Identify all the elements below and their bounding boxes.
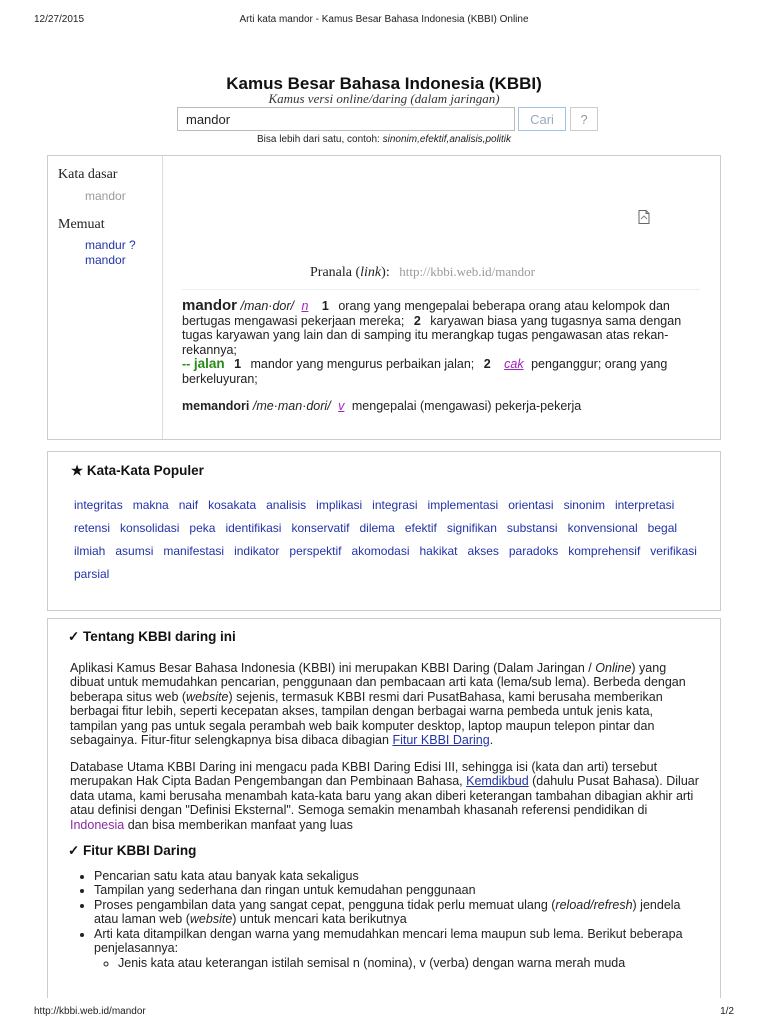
derivative-text: mengepalai (mengawasi) pekerja-pekerja — [351, 399, 582, 413]
search-hint-examples: sinonim,efektif,analisis,politik — [382, 134, 512, 145]
pranala-url[interactable]: http://kbbi.web.id/mandor — [399, 264, 535, 279]
print-url: http://kbbi.web.id/mandor — [34, 1006, 146, 1017]
sense-text: mandor yang mengurus perbaikan jalan; — [250, 357, 475, 371]
about-paragraph-1 — [70, 661, 700, 748]
popular-tag-orientasi[interactable]: orientasi — [508, 498, 554, 512]
memuat-link-mandor[interactable]: mandor — [85, 253, 126, 267]
features-sublist — [94, 956, 700, 971]
about-text: website — [186, 689, 229, 704]
sense-text: penganggur; orang yang berkeluyuran; — [182, 357, 668, 386]
popular-tag-interpretasi[interactable]: interpretasi — [614, 498, 675, 512]
popular-tag-parsial[interactable]: parsial — [74, 567, 110, 581]
fitur-link[interactable]: Fitur KBBI Daring — [392, 733, 490, 747]
popular-tag-efektif[interactable]: efektif — [404, 521, 437, 535]
feature-item — [94, 898, 700, 927]
pranala-label: Pranala — [310, 265, 352, 280]
feature-item: • Pencarian satu kata atau banyak kata sekaligus — [94, 869, 700, 884]
popular-tag-identifikasi[interactable]: identifikasi — [225, 521, 282, 535]
popular-tag-signifikan[interactable]: signifikan — [446, 521, 497, 535]
kata-dasar-value: mandor — [85, 189, 126, 203]
popular-tag-perspektif[interactable]: perspektif — [289, 544, 342, 558]
search-bar — [177, 107, 598, 131]
popular-tag-begal[interactable]: begal — [647, 521, 678, 535]
feature-item — [94, 927, 700, 971]
popular-tag-dilema[interactable]: dilema — [359, 521, 395, 535]
popular-tag-akomodasi[interactable]: akomodasi — [351, 544, 410, 558]
popular-tags — [74, 494, 714, 586]
print-page-title: Arti kata mandor - Kamus Besar Bahasa Indonesia (KBBI) Online — [239, 14, 529, 25]
search-hint-prefix: Bisa lebih dari satu, contoh: — [256, 134, 383, 145]
sense-text: karyawan biasa yang tugasnya sama dengan tugas karyawan yang lain dan di samping itu merangkap tugas pengawasan atas rekan-rekannya; — [182, 313, 682, 357]
definition-sublema — [182, 357, 704, 386]
popular-tag-kosakata[interactable]: kosakata — [208, 498, 257, 512]
memuat-link-mandur[interactable]: mandur ? — [85, 238, 136, 252]
word-class-v[interactable]: v — [338, 399, 345, 413]
pranala-link-word: link — [360, 265, 382, 280]
sublema: jalan — [193, 356, 225, 371]
popular-tag-implikasi[interactable]: implikasi — [316, 498, 363, 512]
feature-text: Arti kata ditampilkan dengan warna yang memudahkan mencari lema maupun sub lema. Berikut beberapa penjelasannya: — [94, 926, 683, 955]
popular-tag-konservatif[interactable]: konservatif — [291, 521, 350, 535]
definition-derivative — [182, 399, 704, 414]
popular-tag-sinonim[interactable]: sinonim — [563, 498, 605, 512]
derivative-pronunciation: /me·man·dori/ — [252, 399, 331, 413]
popular-tag-komprehensif[interactable]: komprehensif — [568, 544, 641, 558]
derivative-lema: memandori — [182, 399, 250, 413]
about-text: . — [489, 733, 494, 747]
popular-tag-integrasi[interactable]: integrasi — [372, 498, 418, 512]
popular-tag-akses[interactable]: akses — [467, 544, 499, 558]
popular-tag-manifestasi[interactable]: manifestasi — [163, 544, 225, 558]
popular-tag-analisis[interactable]: analisis — [266, 498, 307, 512]
feature-subitem: ◦ Jenis kata atau keterangan istilah semisal n (nomina), v (verba) dengan warna merah muda — [118, 956, 700, 971]
about-content — [70, 630, 700, 970]
popular-title: ★ Kata-Kata Populer — [71, 463, 204, 478]
popular-tag-ilmiah[interactable]: ilmiah — [74, 544, 106, 558]
sense-text: orang yang mengepalai beberapa orang atau kelompok dan bertugas mengawasi pekerjaan mereka; — [182, 299, 670, 328]
about-text: Database Utama KBBI Daring ini mengacu pada KBBI Daring Edisi III, sehingga isi (kata dan arti) tersebut merupakan Hak Cipta Badan Pengembangan dan Pembinaan Bahasa, — [70, 759, 658, 788]
about-text: (dahulu Pusat Bahasa). Diluar data utama, kami berusaha menambah kata-kata baru yang akan diberi keterangan tambahan dibagian akhir arti atau definisi dengan "Definisi Eksternal". Semoga semakin menambah khasanah referensi pendidikan di — [70, 774, 699, 817]
print-date: 12/27/2015 — [34, 14, 85, 25]
definition-main — [182, 299, 704, 357]
search-button[interactable]: Cari — [518, 107, 566, 131]
features-title: ✓ Fitur KBBI Daring — [68, 843, 197, 858]
popular-tag-implementasi[interactable]: implementasi — [427, 498, 499, 512]
memuat-label: Memuat — [58, 217, 105, 232]
popular-tag-asumsi[interactable]: asumsi — [115, 544, 154, 558]
feature-text: reload/refresh — [555, 897, 633, 912]
popular-tag-substansi[interactable]: substansi — [506, 521, 558, 535]
search-input[interactable] — [177, 107, 515, 131]
popular-words-panel — [47, 451, 721, 611]
about-text: dan bisa memberikan manfaat yang luas — [124, 817, 353, 832]
divider — [182, 289, 700, 290]
sense-number: 1 — [234, 357, 242, 371]
popular-tag-peka[interactable]: peka — [189, 521, 216, 535]
word-class-n[interactable]: n — [301, 299, 309, 313]
definition-body — [182, 299, 704, 414]
popular-tag-indikator[interactable]: indikator — [234, 544, 280, 558]
feature-text: ) untuk mencari kata berikutnya — [232, 912, 407, 926]
popular-tag-integritas[interactable]: integritas — [74, 498, 123, 512]
popular-tag-paradoks[interactable]: paradoks — [508, 544, 559, 558]
popular-tag-hakikat[interactable]: hakikat — [419, 544, 458, 558]
about-title: ✓ Tentang KBBI daring ini — [68, 629, 236, 644]
indonesia-link[interactable]: Indonesia — [70, 817, 125, 832]
site-subtitle: Kamus versi online/daring (dalam jaringan) — [268, 91, 500, 106]
search-hint — [0, 134, 768, 145]
popular-tag-naif[interactable]: naif — [178, 498, 199, 512]
popular-tag-makna[interactable]: makna — [132, 498, 169, 512]
popular-tag-konvensional[interactable]: konvensional — [567, 521, 638, 535]
lema: mandor — [182, 297, 238, 314]
popular-tag-retensi[interactable]: retensi — [74, 521, 111, 535]
about-text: ) sejenis, termasuk KBBI resmi dari PusatBahasa, kami berusaha memberikan berbagai fitur lebih, seperti kecepatan akses, tampilan dengan berbagai warna pembeda untuk jenis kata, tampilan yang pas untuk segala perambah web baik komputer desktop, laptop maupun telepon pintar dan sebagainya. Fitur-fitur selengkapnya bisa dibaca dibagian — [70, 689, 663, 747]
sense-number: 2 — [483, 357, 491, 371]
popular-tag-konsolidasi[interactable]: konsolidasi — [120, 521, 180, 535]
kemdikbud-link[interactable]: Kemdikbud — [466, 774, 529, 788]
about-text: Aplikasi Kamus Besar Bahasa Indonesia (KBBI) ini merupakan KBBI Daring (Dalam Jaringan / — [70, 660, 596, 675]
feature-text: Proses pengambilan data yang sangat cepat, pengguna tidak perlu memuat ulang ( — [94, 897, 556, 912]
pranala-row: Pranala (link): http://kbbi.web.id/mandor — [310, 264, 535, 280]
print-page-number: 1/2 — [720, 1006, 734, 1017]
definition-sidebar — [48, 156, 163, 439]
about-text: Online — [595, 660, 632, 675]
help-button[interactable]: ? — [570, 107, 598, 131]
usage-label-cak[interactable]: cak — [504, 357, 524, 371]
pronunciation: /man·dor/ — [240, 299, 294, 313]
about-panel — [47, 618, 721, 998]
feature-item: • Tampilan yang sederhana dan ringan untuk kemudahan penggunaan — [94, 883, 700, 898]
sublema-prefix: -- — [182, 357, 191, 371]
sense-number: 1 — [321, 299, 329, 313]
about-paragraph-2 — [70, 760, 700, 833]
about-text: ) yang dibuat untuk memudahkan pencarian, penggunaan dan pembacaan arti kata (lema/sub lema). Berbeda dengan beberapa situs web ( — [70, 660, 686, 704]
sense-number: 2 — [413, 313, 421, 328]
definition-panel — [47, 155, 721, 440]
kata-dasar-label: Kata dasar — [58, 167, 118, 182]
feature-text: ) jendela atau laman web ( — [94, 897, 681, 926]
feature-text: website — [189, 912, 233, 926]
features-list — [70, 869, 700, 971]
document-icon[interactable] — [638, 210, 650, 224]
site-title: Kamus Besar Bahasa Indonesia (KBBI) — [226, 74, 542, 93]
popular-tag-verifikasi[interactable]: verifikasi — [650, 544, 697, 558]
